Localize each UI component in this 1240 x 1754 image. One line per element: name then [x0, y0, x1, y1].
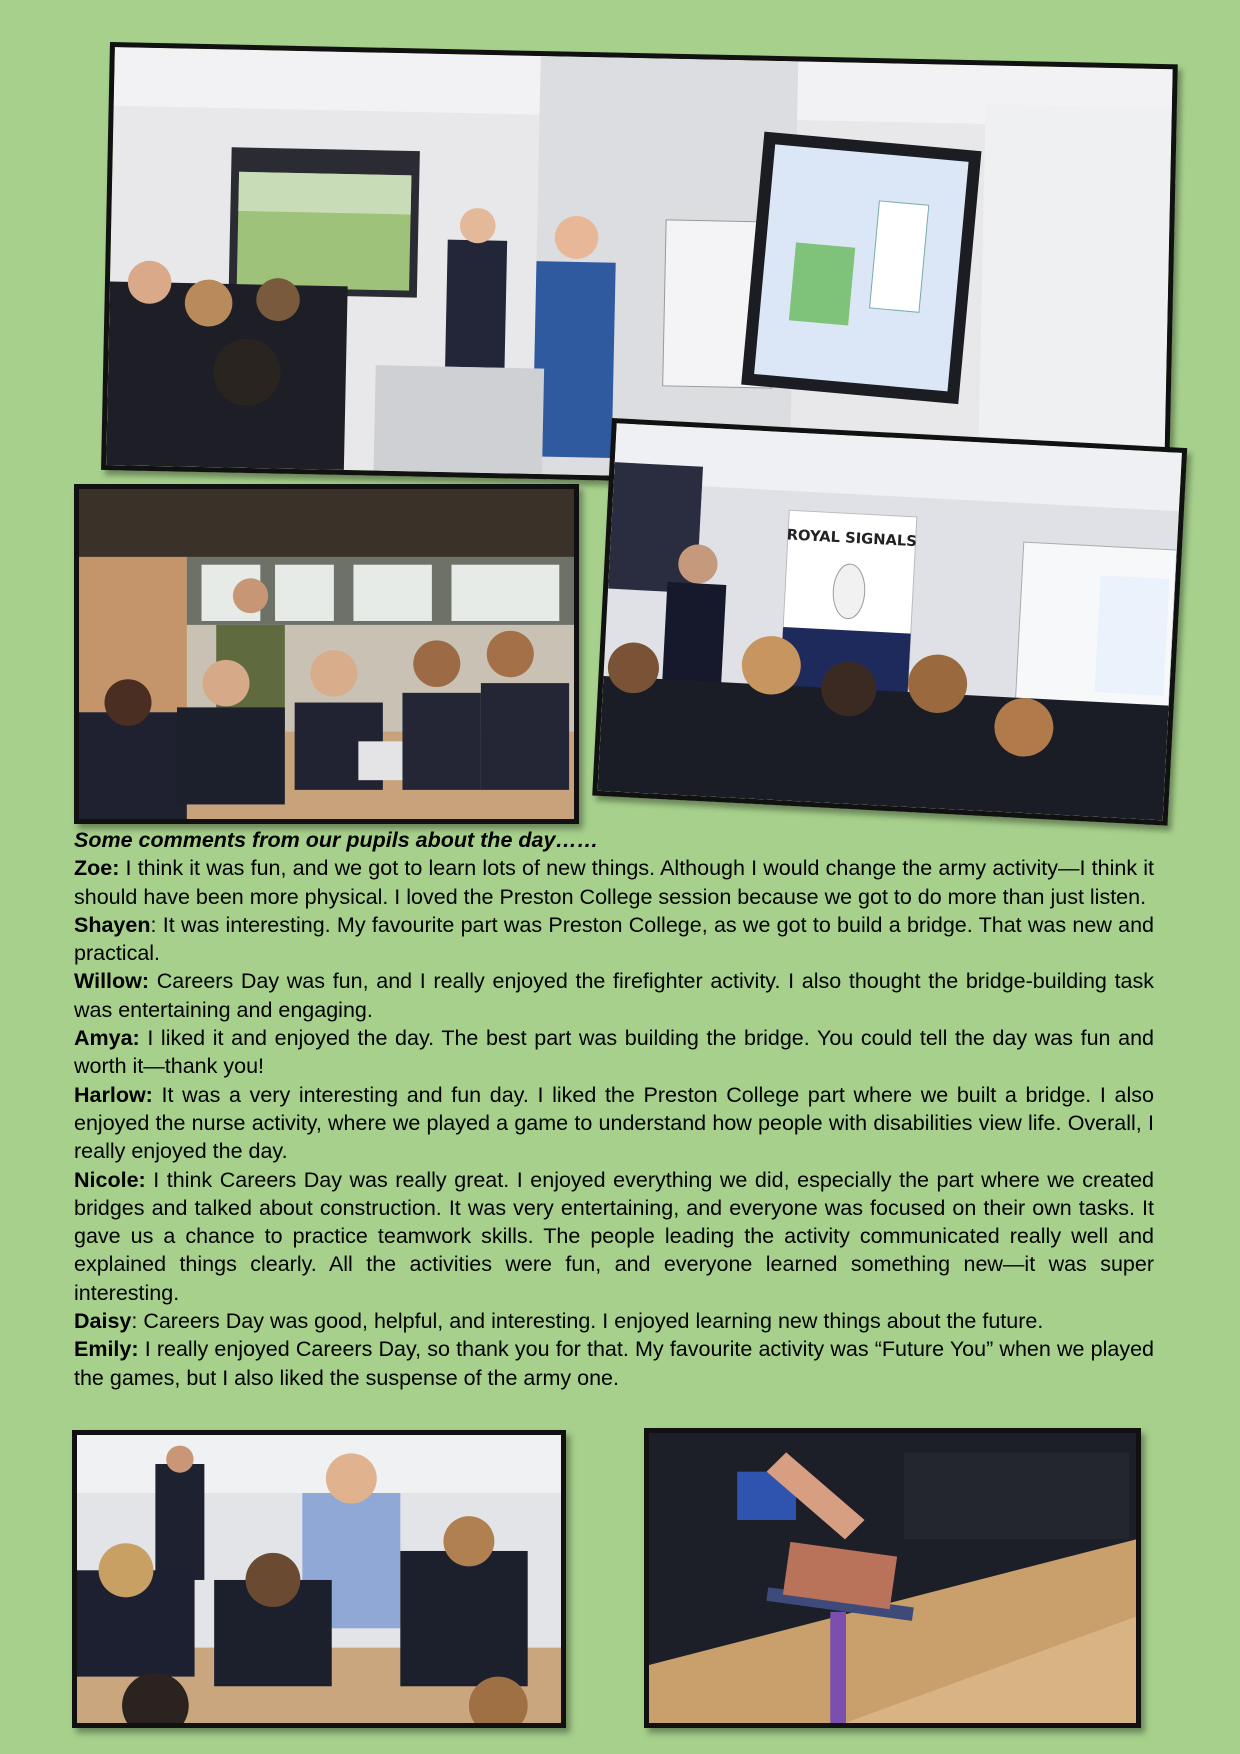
comment-text: Careers Day was fun, and I really enjoyed the firefighter activity. I also thought the bridge-building task was entertaining and engaging. — [74, 969, 1154, 1022]
comment-author: Amya: — [74, 1026, 140, 1051]
comment-author: Emily: — [74, 1337, 139, 1362]
pupil-comments — [74, 826, 1154, 1392]
comment-zoe — [74, 854, 1154, 911]
comment-author: Harlow: — [74, 1082, 153, 1107]
comment-author: Daisy — [74, 1309, 132, 1334]
comment-shayen — [74, 911, 1154, 968]
bridge-test-photo — [644, 1428, 1141, 1728]
comment-author: Shayen — [74, 912, 151, 937]
comment-text: I really enjoyed Careers Day, so thank you for that. My favourite activity was “Future You” when we played the games, but I also liked the suspense of the army one. — [74, 1337, 1154, 1390]
comments-heading: Some comments from our pupils about the day…… — [74, 828, 599, 852]
comment-emily — [74, 1335, 1154, 1392]
comment-text: It was a very interesting and fun day. I liked the Preston College part where we built a bridge. I also enjoyed the nurse activity, where we played a game to understand how people with disabilities view life. Overall, I really enjoyed the day. — [74, 1082, 1154, 1164]
royal-signals-photo — [592, 418, 1187, 826]
comment-author: Nicole: — [74, 1167, 146, 1192]
comment-author: Willow: — [74, 969, 150, 994]
comment-willow — [74, 967, 1154, 1024]
comment-text: : It was interesting. My favourite part was Preston College, as we got to build a bridge. That was new and practical. — [74, 912, 1154, 966]
comment-nicole — [74, 1166, 1154, 1307]
comment-text: I think it was fun, and we got to learn lots of new things. Although I would change the army activity—I think it should have been more physical. I loved the Preston College session because we got to do more than just listen. — [74, 856, 1154, 909]
group-activity-photo — [72, 1430, 566, 1728]
comment-daisy — [74, 1307, 1154, 1335]
comment-text: I liked it and enjoyed the day. The best part was building the bridge. You could tell the day was fun and worth it—thank you! — [74, 1026, 1154, 1079]
comment-text: : Careers Day was good, helpful, and interesting. I enjoyed learning new things about the future. — [131, 1309, 1044, 1334]
comment-amya — [74, 1024, 1154, 1081]
comment-author: Zoe: — [74, 856, 120, 881]
army-visit-photo — [74, 484, 579, 824]
royal-signals-banner-text: ROYAL SIGNALS — [786, 526, 918, 551]
comment-harlow — [74, 1081, 1154, 1166]
comment-text: I think Careers Day was really great. I enjoyed everything we did, especially the part where we created bridges and talked about construction. It was very entertaining, and everyone was focused on their own tasks. It gave us a chance to practice teamwork skills. The people leading the activity communicated really well and explained things clearly. All the activities were fun, and everyone learned something new—it was super interesting. — [74, 1167, 1154, 1305]
